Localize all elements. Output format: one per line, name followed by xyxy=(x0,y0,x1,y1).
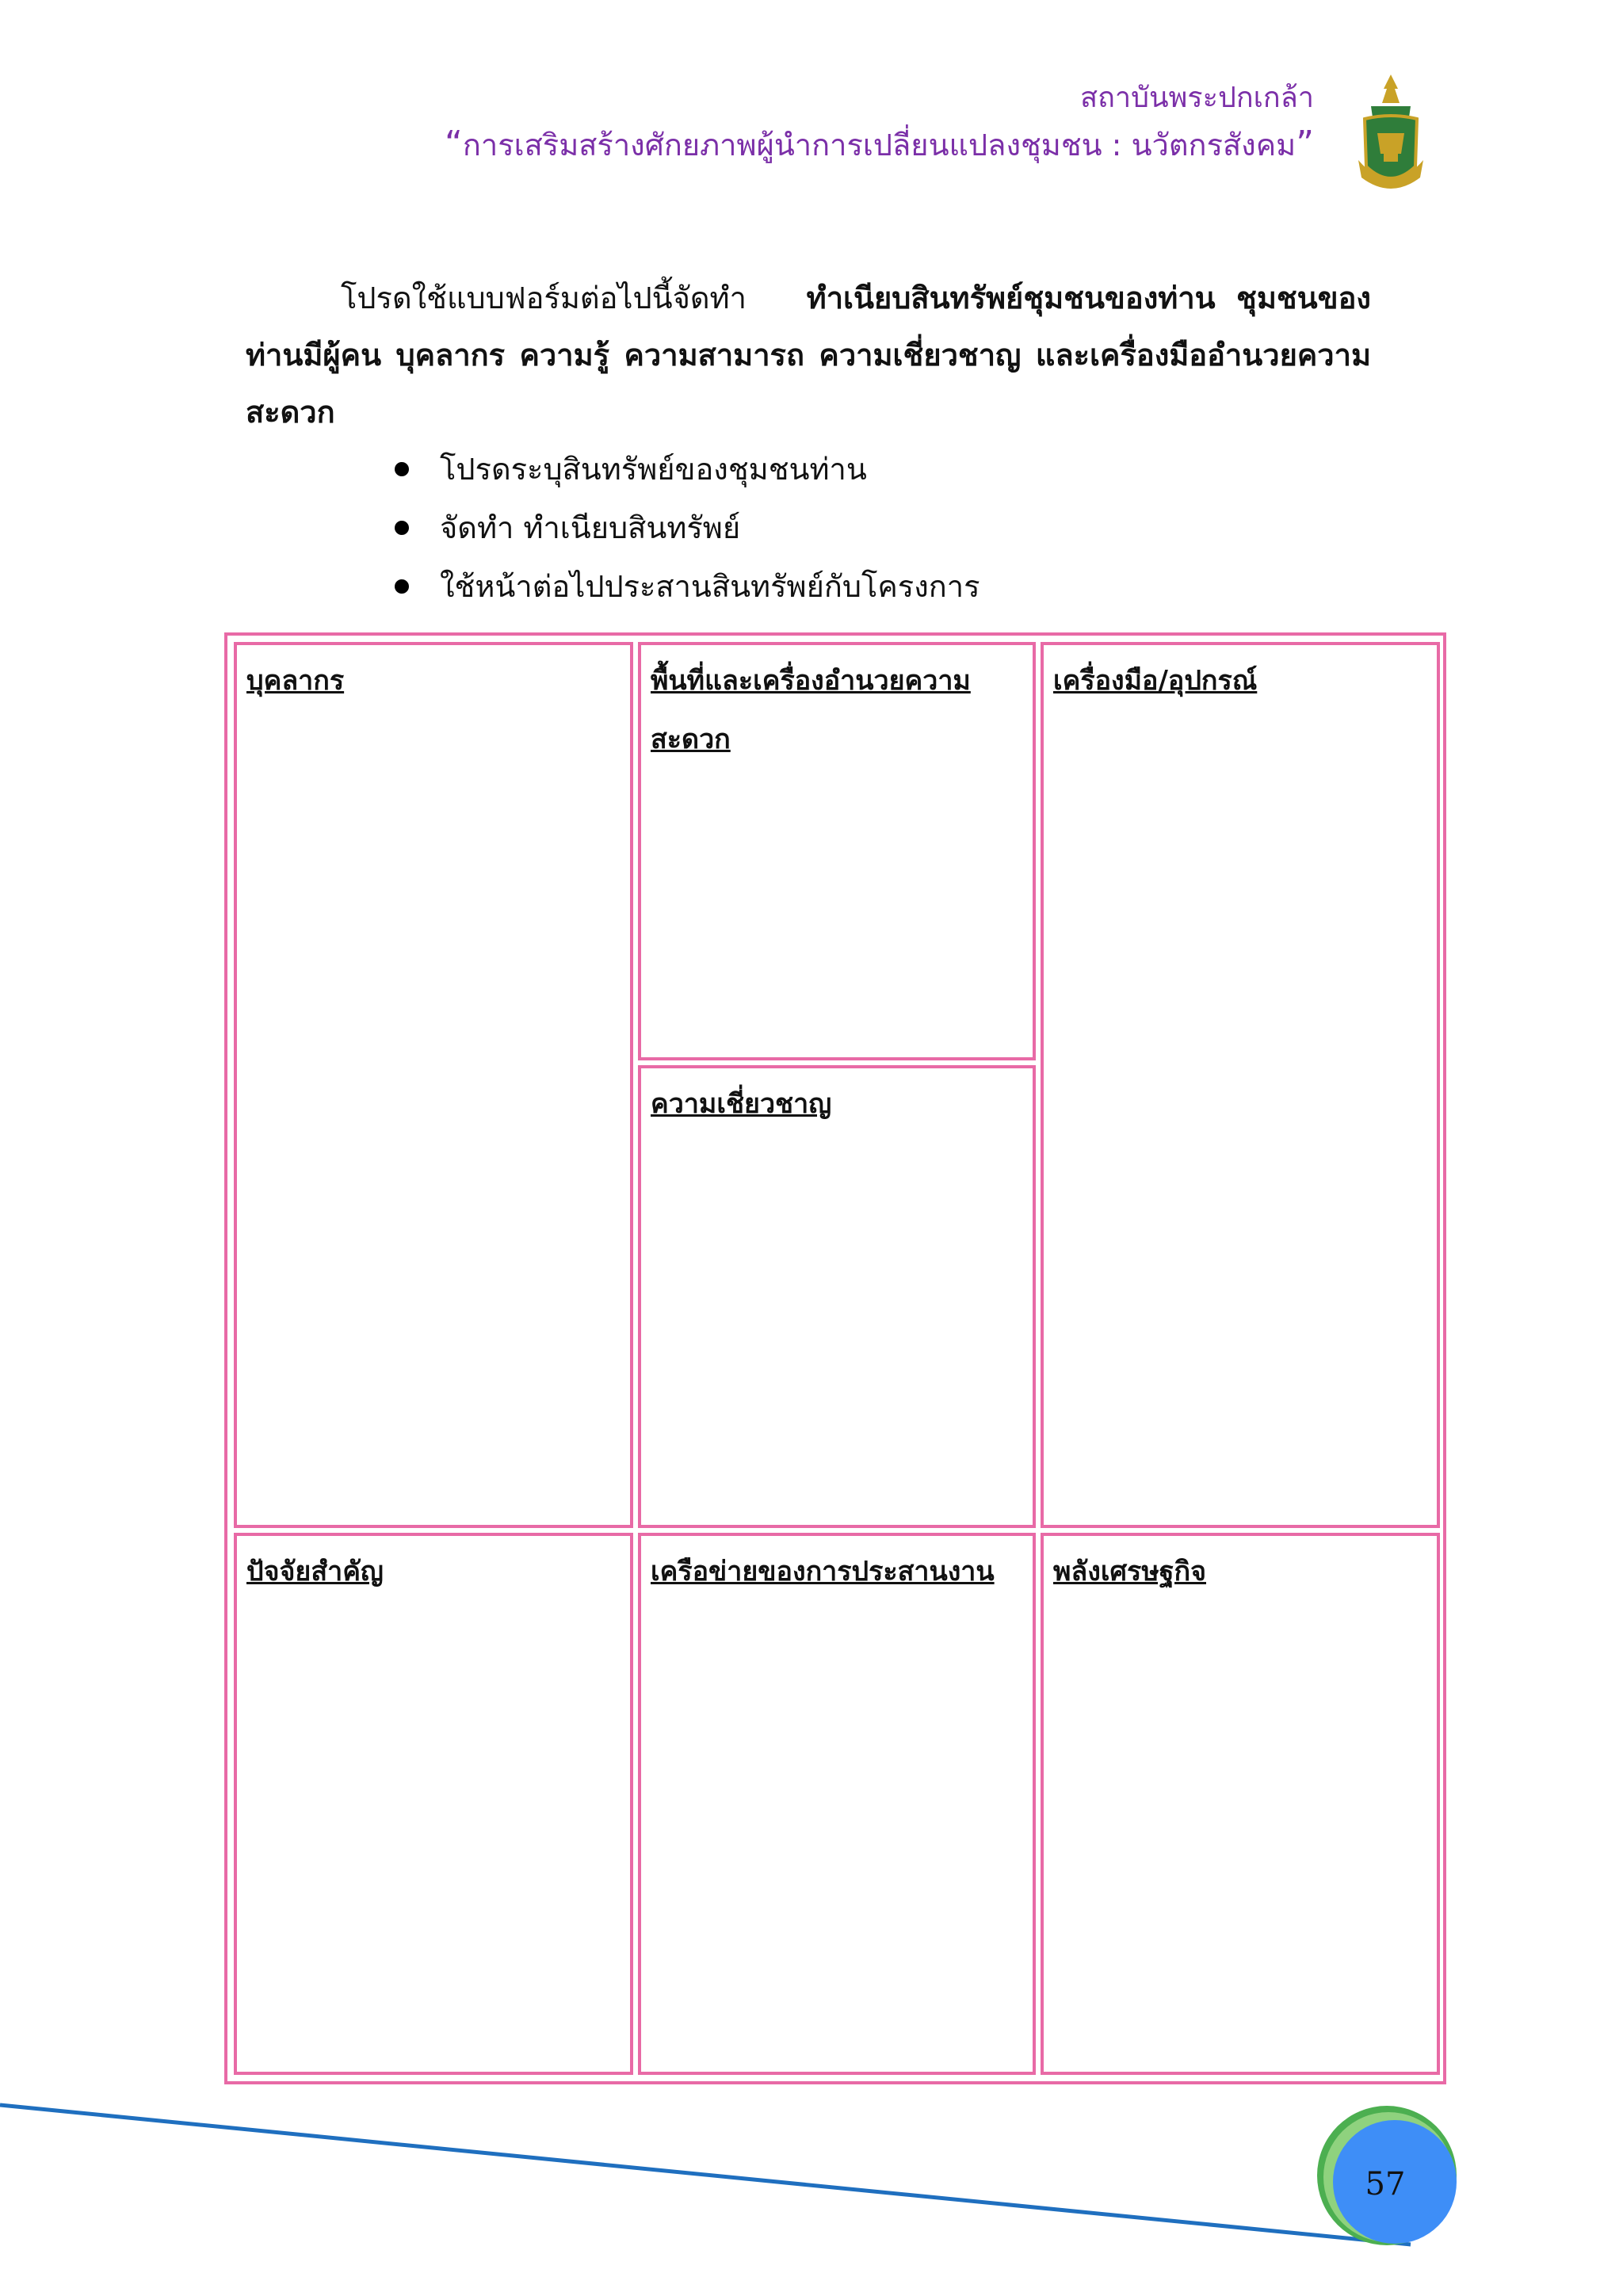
expertise-cell[interactable] xyxy=(638,1065,1036,1528)
instruction-list xyxy=(388,440,980,616)
page-number: 57 xyxy=(1365,2166,1406,2202)
list-item: ใช้หน้าต่อไปประสานสินทรัพย์กับโครงการ xyxy=(388,557,980,616)
list-item: จัดทำ ทำเนียบสินทรัพย์ xyxy=(388,499,980,557)
expertise-label: ความเชี่ยวชาญ xyxy=(651,1088,832,1120)
page-header xyxy=(445,78,1314,167)
list-item: โปรดระบุสินทรัพย์ของชุมชนท่าน xyxy=(388,440,980,499)
instructions-paragraph xyxy=(246,269,1371,441)
footer-rule xyxy=(0,2076,1426,2251)
asset-directory-form xyxy=(224,632,1446,2084)
bullet-icon xyxy=(395,579,409,594)
close-quote: ” xyxy=(1296,124,1314,164)
open-quote: “ xyxy=(445,124,463,164)
key-factors-cell[interactable] xyxy=(234,1533,633,2075)
coordination-network-label: เครือข่ายของการประสานงาน xyxy=(651,1556,995,1587)
instructions-lead: โปรดใช้แบบฟอร์มต่อไปนี้จัดทำ xyxy=(341,281,747,315)
space-facilities-cell[interactable] xyxy=(638,642,1036,1060)
king-prajadhipok-institute-emblem-icon xyxy=(1347,71,1434,198)
personnel-cell[interactable] xyxy=(234,642,633,1528)
key-factors-label: ปัจจัยสำคัญ xyxy=(246,1556,384,1587)
org-name: สถาบันพระปกเกล้า xyxy=(1080,82,1314,114)
coordination-network-cell[interactable] xyxy=(638,1533,1036,2075)
instructions-emphasis: ทำเนียบสินทรัพย์ชุมชนของท่าน ชุมชนของท่านมีผู้คน บุคลากร ความรู้ ความสามารถ ความเชี่ยวชาญ และเครื่องมืออำนวยความสะดวก xyxy=(246,281,1371,430)
tools-equipment-cell[interactable] xyxy=(1041,642,1440,1528)
economic-power-cell[interactable] xyxy=(1041,1533,1440,2075)
subtitle-text: การเสริมสร้างศักยภาพผู้นำการเปลี่ยนแปลงชุมชน : นวัตกรสังคม xyxy=(462,128,1296,162)
bullet-icon xyxy=(395,521,409,535)
space-facilities-label: พื้นที่และเครื่องอำนวยความสะดวก xyxy=(651,665,971,755)
personnel-label: บุคลากร xyxy=(246,665,345,697)
document-subtitle xyxy=(445,122,1314,167)
tools-equipment-label: เครื่องมือ/อุปกรณ์ xyxy=(1053,665,1258,697)
bullet-icon xyxy=(395,462,409,476)
economic-power-label: พลังเศรษฐกิจ xyxy=(1053,1556,1206,1587)
